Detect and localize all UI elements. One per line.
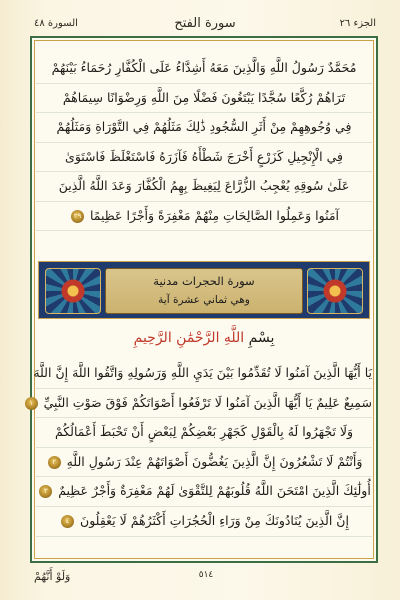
- text-line: وَلَا تَجْهَرُوا لَهُ بِالْقَوْلِ كَجَهْرِ بَعْضِكُمْ لِبَعْضٍ أَنْ تَحْبَطَ أَعْمَالُكُمْ: [36, 418, 372, 448]
- catchword: وَلَوْ أَنَّهُمْ: [34, 570, 71, 583]
- text-line: آمَنُوا وَعَمِلُوا الصَّالِحَاتِ مِنْهُمْ مَغْفِرَةً وَأَجْرًا عَظِيمًا ٢٩: [36, 202, 372, 232]
- text-line: فِي وُجُوهِهِمْ مِنْ أَثَرِ السُّجُودِ ذَٰلِكَ مَثَلُهُمْ فِي التَّوْرَاةِ وَمَثَلُهُمْ: [36, 113, 372, 143]
- text-line: إِنَّ الَّذِينَ يُنَادُونَكَ مِنْ وَرَاءِ الْحُجُرَاتِ أَكْثَرُهُمْ لَا يَعْقِلُونَ ٤: [36, 507, 372, 537]
- surah-header-cartouche: [105, 268, 303, 314]
- text-line: تَرَاهُمْ رُكَّعًا سُجَّدًا يَبْتَغُونَ فَضْلًا مِنَ اللَّهِ وَرِضْوَانًا سِيمَاهُمْ: [36, 84, 372, 114]
- ornament-icon: [45, 268, 101, 314]
- surah-header-panel: [38, 261, 370, 319]
- page-footer: [34, 568, 378, 592]
- page-frame: [30, 36, 378, 563]
- text-line: سَمِيعٌ عَلِيمٌ يَا أَيُّهَا الَّذِينَ آمَنُوا لَا تَرْفَعُوا أَصْوَاتَكُمْ فَوْقَ صَوْتِ النَّبِيِّ ١: [36, 389, 372, 419]
- surah-number-label: السورة ٤٨: [34, 18, 78, 29]
- ayah-number-marker: ٤: [61, 515, 74, 528]
- ayah-number-marker: ٢: [48, 456, 61, 469]
- text-line: عَلَىٰ سُوقِهِ يُعْجِبُ الزُّرَّاعَ لِيَغِيظَ بِهِمُ الْكُفَّارَ وَعَدَ اللَّهُ الَّذِينَ: [36, 172, 372, 202]
- ayah-number-marker: ٣: [39, 485, 52, 498]
- basmala-text: اللَّهِ الرَّحْمَٰنِ الرَّحِيمِ: [133, 330, 245, 346]
- page-number: ٥١٤: [198, 570, 214, 580]
- ornament-icon: [307, 268, 363, 314]
- surah-title: سورة الفتح: [174, 16, 236, 31]
- text-line: أُولَٰئِكَ الَّذِينَ امْتَحَنَ اللَّهُ قُلُوبَهُمْ لِلتَّقْوَىٰ لَهُمْ مَغْفِرَةٌ وَأَجْرٌ عَظِيمٌ ٣: [36, 477, 372, 507]
- ayah-number-marker: ٢٩: [71, 210, 84, 223]
- basmala: [36, 323, 372, 353]
- text-block-top: [36, 54, 372, 231]
- basmala-prefix: بِسْمِ: [248, 330, 275, 346]
- text-line: يَا أَيُّهَا الَّذِينَ آمَنُوا لَا تُقَدِّمُوا بَيْنَ يَدَيِ اللَّهِ وَرَسُولِهِ وَاتَّقُوا اللَّهَ إِنَّ اللَّهَ: [36, 359, 372, 389]
- surah-header-title: سورة الحجرات مدنية: [153, 274, 255, 288]
- text-block-bottom: [29, 359, 372, 537]
- text-line: مُحَمَّدٌ رَسُولُ اللَّهِ وَالَّذِينَ مَعَهُ أَشِدَّاءُ عَلَى الْكُفَّارِ رُحَمَاءُ بَيْنَهُمْ: [36, 54, 372, 84]
- juz-label: الجزء ٢٦: [339, 18, 376, 29]
- ayah-number-marker: ١: [25, 397, 38, 410]
- surah-header-subtitle: وهي ثماني عشرة آية: [158, 294, 250, 306]
- text-line: وَأَنْتُمْ لَا تَشْعُرُونَ إِنَّ الَّذِينَ يَغُضُّونَ أَصْوَاتَهُمْ عِنْدَ رَسُولِ اللَّهِ ٢: [36, 448, 372, 478]
- text-line: فِي الْإِنْجِيلِ كَزَرْعٍ أَخْرَجَ شَطْأَهُ فَآزَرَهُ فَاسْتَغْلَظَ فَاسْتَوَىٰ: [36, 143, 372, 173]
- running-header: [34, 16, 376, 36]
